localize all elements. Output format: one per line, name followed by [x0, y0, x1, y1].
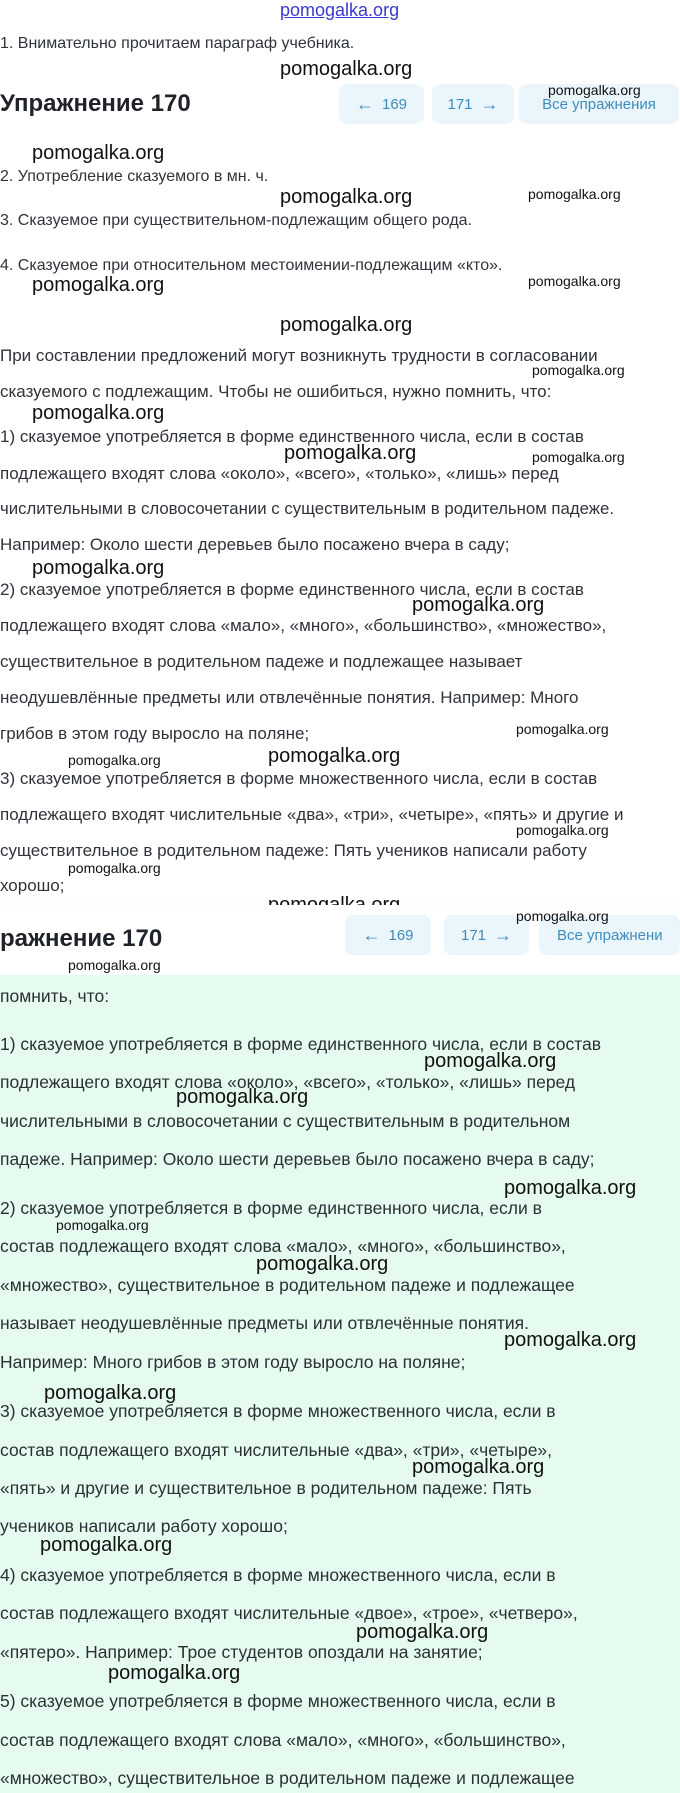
paragraph-line: Например: Около шести деревьев было посажено вчера в саду;	[0, 535, 510, 554]
watermark: pomogalka.org	[424, 1050, 557, 1072]
paragraph-line: числительными в словосочетании с существительным в родительном падеже.	[0, 499, 615, 518]
paragraph-line: 1) сказуемое употребляется в форме единственного числа, если в состав	[0, 427, 584, 446]
answer-line: «пять» и другие и существительное в родительном падеже: Пять	[0, 1478, 532, 1498]
answer-line: «пятеро». Например: Трое студентов опоздали на занятие;	[0, 1642, 483, 1662]
sticky-prev-exercise-button[interactable]	[345, 915, 431, 955]
watermark: pomogalka.org	[532, 449, 625, 465]
watermark: pomogalka.org	[412, 594, 545, 616]
watermark: pomogalka.org	[528, 186, 621, 202]
paragraph-line: существительное в родительном падеже и подлежащее называет	[0, 652, 523, 671]
prev-exercise-button[interactable]	[339, 84, 424, 124]
watermark: pomogalka.org	[280, 314, 413, 336]
prev-exercise-label: 169	[388, 926, 414, 944]
paragraph-line: неодушевлённые предметы или отвлечённые понятия. Например: Много	[0, 688, 579, 707]
watermark: pomogalka.org	[44, 1382, 177, 1404]
paragraph-line: сказуемого с подлежащим. Чтобы не ошибиться, нужно помнить, что:	[0, 382, 552, 401]
paragraph-line: подлежащего входят слова «около», «всего», «только», «лишь» перед	[0, 464, 559, 483]
answer-line: числительными в словосочетании с существительным в родительном	[0, 1111, 571, 1131]
watermark: pomogalka.org	[356, 1621, 489, 1643]
watermark: pomogalka.org	[40, 1534, 173, 1556]
arrow-right-icon: →	[494, 924, 513, 945]
next-exercise-label: 171	[447, 95, 473, 113]
watermark: pomogalka.org	[516, 721, 609, 737]
all-exercises-label: Все упражнени	[557, 926, 663, 944]
watermark: pomogalka.org	[268, 745, 401, 767]
arrow-right-icon: →	[480, 93, 499, 114]
watermark: pomogalka.org	[528, 273, 621, 289]
list-item: 2. Употребление сказуемого в мн. ч.	[0, 168, 269, 185]
watermark: pomogalka.org	[412, 1456, 545, 1478]
answer-line: 4) сказуемое употребляется в форме множественного числа, если в	[0, 1565, 556, 1585]
answer-line: 1) сказуемое употребляется в форме единственного числа, если в состав	[0, 1034, 602, 1054]
answer-line: состав подлежащего входят слова «мало», «много», «большинство»,	[0, 1730, 566, 1750]
watermark: pomogalka.org	[108, 1662, 241, 1684]
watermark: pomogalka.org	[68, 957, 161, 973]
next-exercise-button[interactable]	[432, 84, 514, 124]
sticky-page-title: ражнение 170	[0, 925, 163, 952]
watermark: pomogalka.org	[32, 402, 165, 424]
paragraph-line: подлежащего входят числительные «два», «три», «четыре», «пять» и другие и	[0, 805, 624, 824]
paragraph-line: грибов в этом году выросло на поляне;	[0, 724, 310, 743]
watermark: pomogalka.org	[504, 1329, 637, 1351]
arrow-left-icon: ←	[362, 924, 381, 945]
watermark: pomogalka.org	[284, 442, 417, 464]
watermark: pomogalka.org	[32, 142, 165, 164]
answer-line: «множество», существительное в родительном падеже и подлежащее	[0, 1275, 575, 1295]
step-text: 1. Внимательно прочитаем параграф учебника.	[0, 35, 355, 52]
answer-line: падеже. Например: Около шести деревьев было посажено вчера в саду;	[0, 1149, 595, 1169]
next-exercise-label: 171	[460, 926, 487, 944]
answer-line: «множество», существительное в родительном падеже и подлежащее	[0, 1768, 575, 1788]
all-exercises-label: Все упражнения	[542, 95, 656, 113]
watermark: pomogalka.org	[280, 186, 413, 208]
answer-line: Например: Много грибов в этом году выросло на поляне;	[0, 1352, 466, 1372]
paragraph-line: При составлении предложений могут возникнуть трудности в согласовании	[0, 346, 598, 365]
watermark: pomogalka.org	[32, 274, 165, 296]
page-title: Упражнение 170	[0, 90, 191, 117]
answer-line: 5) сказуемое употребляется в форме множественного числа, если в	[0, 1691, 556, 1711]
answer-line: состав подлежащего входят числительные «два», «три», «четыре»,	[0, 1440, 553, 1460]
list-item: 3. Сказуемое при существительном-подлежащим общего рода.	[0, 212, 473, 229]
paragraph-line: подлежащего входят слова «мало», «много», «большинство», «множество»,	[0, 616, 607, 635]
answer-line: называет неодушевлённые предметы или отвлечённые понятия.	[0, 1313, 529, 1333]
watermark: pomogalka.org	[256, 1253, 389, 1275]
watermark: pomogalka.org	[516, 822, 609, 838]
watermark: pomogalka.org	[68, 752, 161, 768]
prev-exercise-label: 169	[381, 95, 408, 113]
paragraph-line: существительное в родительном падеже: Пять учеников написали работу	[0, 841, 587, 860]
watermark: pomogalka.org	[532, 362, 625, 378]
list-item: 4. Сказуемое при относительном местоимении-подлежащим «кто».	[0, 257, 503, 274]
watermark: pomogalka.org	[32, 557, 165, 579]
watermark: pomogalka.org	[176, 1086, 309, 1108]
watermark: pomogalka.org	[516, 908, 609, 924]
watermark: pomogalka.org	[68, 860, 161, 876]
answer-line: подлежащего входят слова «около», «всего», «только», «лишь» перед	[0, 1072, 576, 1092]
answer-line: состав подлежащего входят числительные «двое», «трое», «четверо»,	[0, 1603, 578, 1623]
watermark: pomogalka.org	[548, 82, 641, 98]
watermark: pomogalka.org	[504, 1177, 637, 1199]
site-link[interactable]: pomogalka.org	[280, 0, 400, 20]
answer-line: учеников написали работу хорошо;	[0, 1516, 288, 1536]
arrow-left-icon: ←	[355, 93, 374, 114]
answer-line: 3) сказуемое употребляется в форме множественного числа, если в	[0, 1401, 556, 1421]
answer-line: 2) сказуемое употребляется в форме единственного числа, если в	[0, 1198, 542, 1218]
paragraph-line: хорошо;	[0, 876, 65, 895]
paragraph-line: 3) сказуемое употребляется в форме множественного числа, если в состав	[0, 769, 598, 788]
answer-line: помнить, что:	[0, 986, 110, 1006]
paragraph-line: 2) сказуемое употребляется в форме единственного числа, если в состав	[0, 580, 584, 599]
watermark: pomogalka.org	[56, 1217, 149, 1233]
watermark: pomogalka.org	[280, 58, 413, 80]
answer-line: состав подлежащего входят слова «мало», «много», «большинство»,	[0, 1236, 566, 1256]
